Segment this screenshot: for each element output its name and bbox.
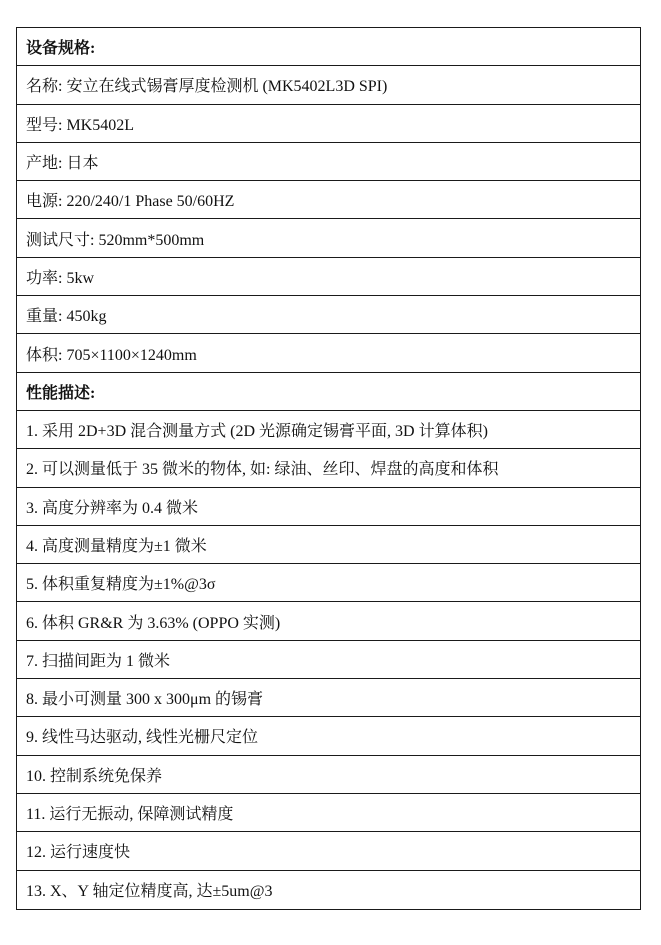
spec-power-row: 功率: 5kw [17,258,640,296]
spec-table [16,27,641,910]
spec-name-row: 名称: 安立在线式锡膏厚度检测机 (MK5402L3D SPI) [17,66,640,104]
performance-item: 6. 体积 GR&R 为 3.63% (OPPO 实测) [17,602,640,640]
performance-item: 8. 最小可测量 300 x 300μm 的锡膏 [17,679,640,717]
spec-volume-row: 体积: 705×1100×1240mm [17,334,640,372]
performance-item: 7. 扫描间距为 1 微米 [17,641,640,679]
performance-item: 12. 运行速度快 [17,832,640,870]
performance-heading: 性能描述: [17,373,640,411]
performance-item: 3. 高度分辨率为 0.4 微米 [17,488,640,526]
performance-item: 4. 高度测量精度为±1 微米 [17,526,640,564]
performance-item: 1. 采用 2D+3D 混合测量方式 (2D 光源确定锡膏平面, 3D 计算体积) [17,411,640,449]
performance-item: 5. 体积重复精度为±1%@3σ [17,564,640,602]
performance-item: 11. 运行无振动, 保障测试精度 [17,794,640,832]
spec-weight-row: 重量: 450kg [17,296,640,334]
specs-heading: 设备规格: [17,28,640,66]
performance-item: 13. X、Y 轴定位精度高, 达±5um@3 [26,883,273,901]
performance-item: 2. 可以测量低于 35 微米的物体, 如: 绿油、丝印、焊盘的高度和体积 [17,449,640,487]
spec-power-supply-row: 电源: 220/240/1 Phase 50/60HZ [17,181,640,219]
spec-model-row: 型号: MK5402L [17,105,640,143]
performance-item: 10. 控制系统免保养 [17,756,640,794]
spec-test-size-row: 测试尺寸: 520mm*500mm [17,219,640,257]
spec-origin-row: 产地: 日本 [17,143,640,181]
performance-item: 9. 线性马达驱动, 线性光栅尺定位 [17,717,640,755]
